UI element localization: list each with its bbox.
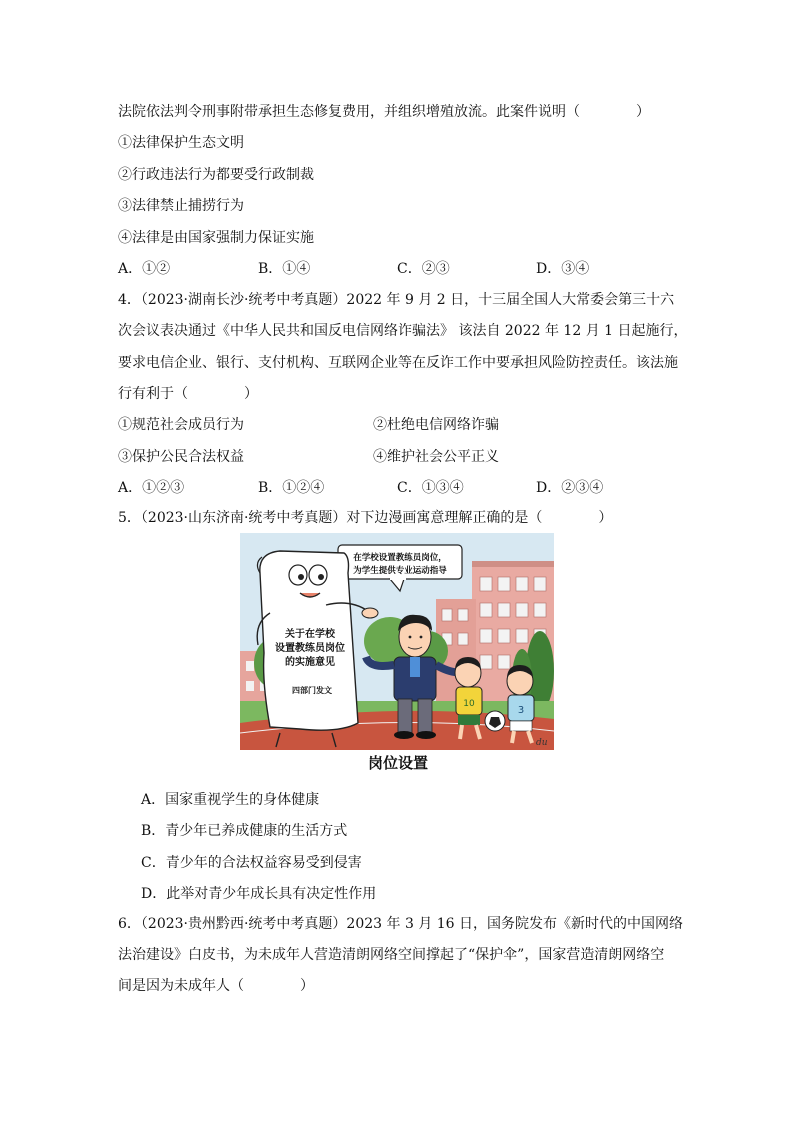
artist-signature: du	[536, 738, 548, 748]
q4-item-1: ①规范社会成员行为	[118, 417, 244, 433]
q4-line-2: 次会议表决通过《中华人民共和国反电信网络诈骗法》 该法自 2022 年 12 月 1 日起施行，	[118, 323, 688, 339]
doc-line-2: 设置教练员岗位	[275, 643, 345, 654]
q3-item-4: ④法律是由国家强制力保证实施	[118, 230, 314, 246]
q6-line-2: 法治建设》白皮书，为未成年人营造清朗网络空间撑起了“保护伞”，国家营造清朗网络空	[118, 947, 665, 963]
q4-line-1: 4．（2023·湖南长沙·统考中考真题）2022 年 9 月 2 日，十三届全国人大常委会第三十六	[118, 292, 675, 308]
q4-option-a: A．①②③	[118, 480, 185, 496]
doc-issuer: 四部门发文	[292, 686, 332, 695]
q3-item-1: ①法律保护生态文明	[118, 135, 244, 151]
q3-item-3: ③法律禁止捕捞行为	[118, 198, 244, 214]
q4-option-c: C．①③④	[397, 480, 464, 496]
doc-line-3: 的实施意见	[285, 657, 335, 668]
q4-item-4: ④维护社会公平正义	[373, 449, 499, 465]
q3-option-c: C．②③	[397, 261, 450, 277]
doc-line-1: 关于在学校	[285, 629, 335, 640]
q3-option-a: A．①②	[118, 261, 171, 277]
bubble-line-1: 在学校设置教练员岗位，	[353, 553, 447, 563]
q6-line-1: 6．（2023·贵州黔西·统考中考真题）2023 年 3 月 16 日，国务院发布《新时代的中国网络	[118, 916, 684, 932]
q5-option-a: A．国家重视学生的身体健康	[141, 792, 320, 808]
q6-line-3: 间是因为未成年人（ ）	[118, 978, 314, 994]
q5-option-c: C．青少年的合法权益容易受到侵害	[141, 855, 362, 871]
q3-option-d: D．③④	[536, 261, 590, 277]
jersey-number-1: 10	[463, 699, 475, 709]
q5-option-b: B．青少年已养成健康的生活方式	[141, 823, 348, 839]
q4-item-3: ③保护公民合法权益	[118, 449, 244, 465]
q4-item-2: ②杜绝电信网络诈骗	[373, 417, 499, 433]
q4-option-b: B．①②④	[258, 480, 325, 496]
q4-line-4: 行有利于（ ）	[118, 386, 258, 402]
bubble-line-2: 为学生提供专业运动指导	[353, 566, 447, 576]
soccer-ball	[485, 711, 505, 731]
q5-option-d: D．此举对青少年成长具有决定性作用	[141, 886, 377, 902]
q3-option-b: B．①④	[258, 261, 311, 277]
q3-stem-tail: 法院依法判令刑事附带承担生态修复费用，并组织增殖放流。此案件说明（ ）	[118, 104, 650, 120]
student-figure-2	[507, 665, 534, 743]
cartoon-caption: 岗位设置	[368, 754, 429, 772]
q4-line-3: 要求电信企业、银行、支付机构、互联网企业等在反诈工作中要承担风险防控责任。该法施	[118, 355, 678, 371]
q3-item-2: ②行政违法行为都要受行政制裁	[118, 167, 314, 183]
cartoon-illustration	[240, 533, 554, 750]
jersey-number-2: 3	[517, 705, 525, 716]
q5-stem: 5．（2023·山东济南·统考中考真题）对下边漫画寓意理解正确的是（ ）	[118, 510, 613, 526]
q4-option-d: D．②③④	[536, 480, 604, 496]
